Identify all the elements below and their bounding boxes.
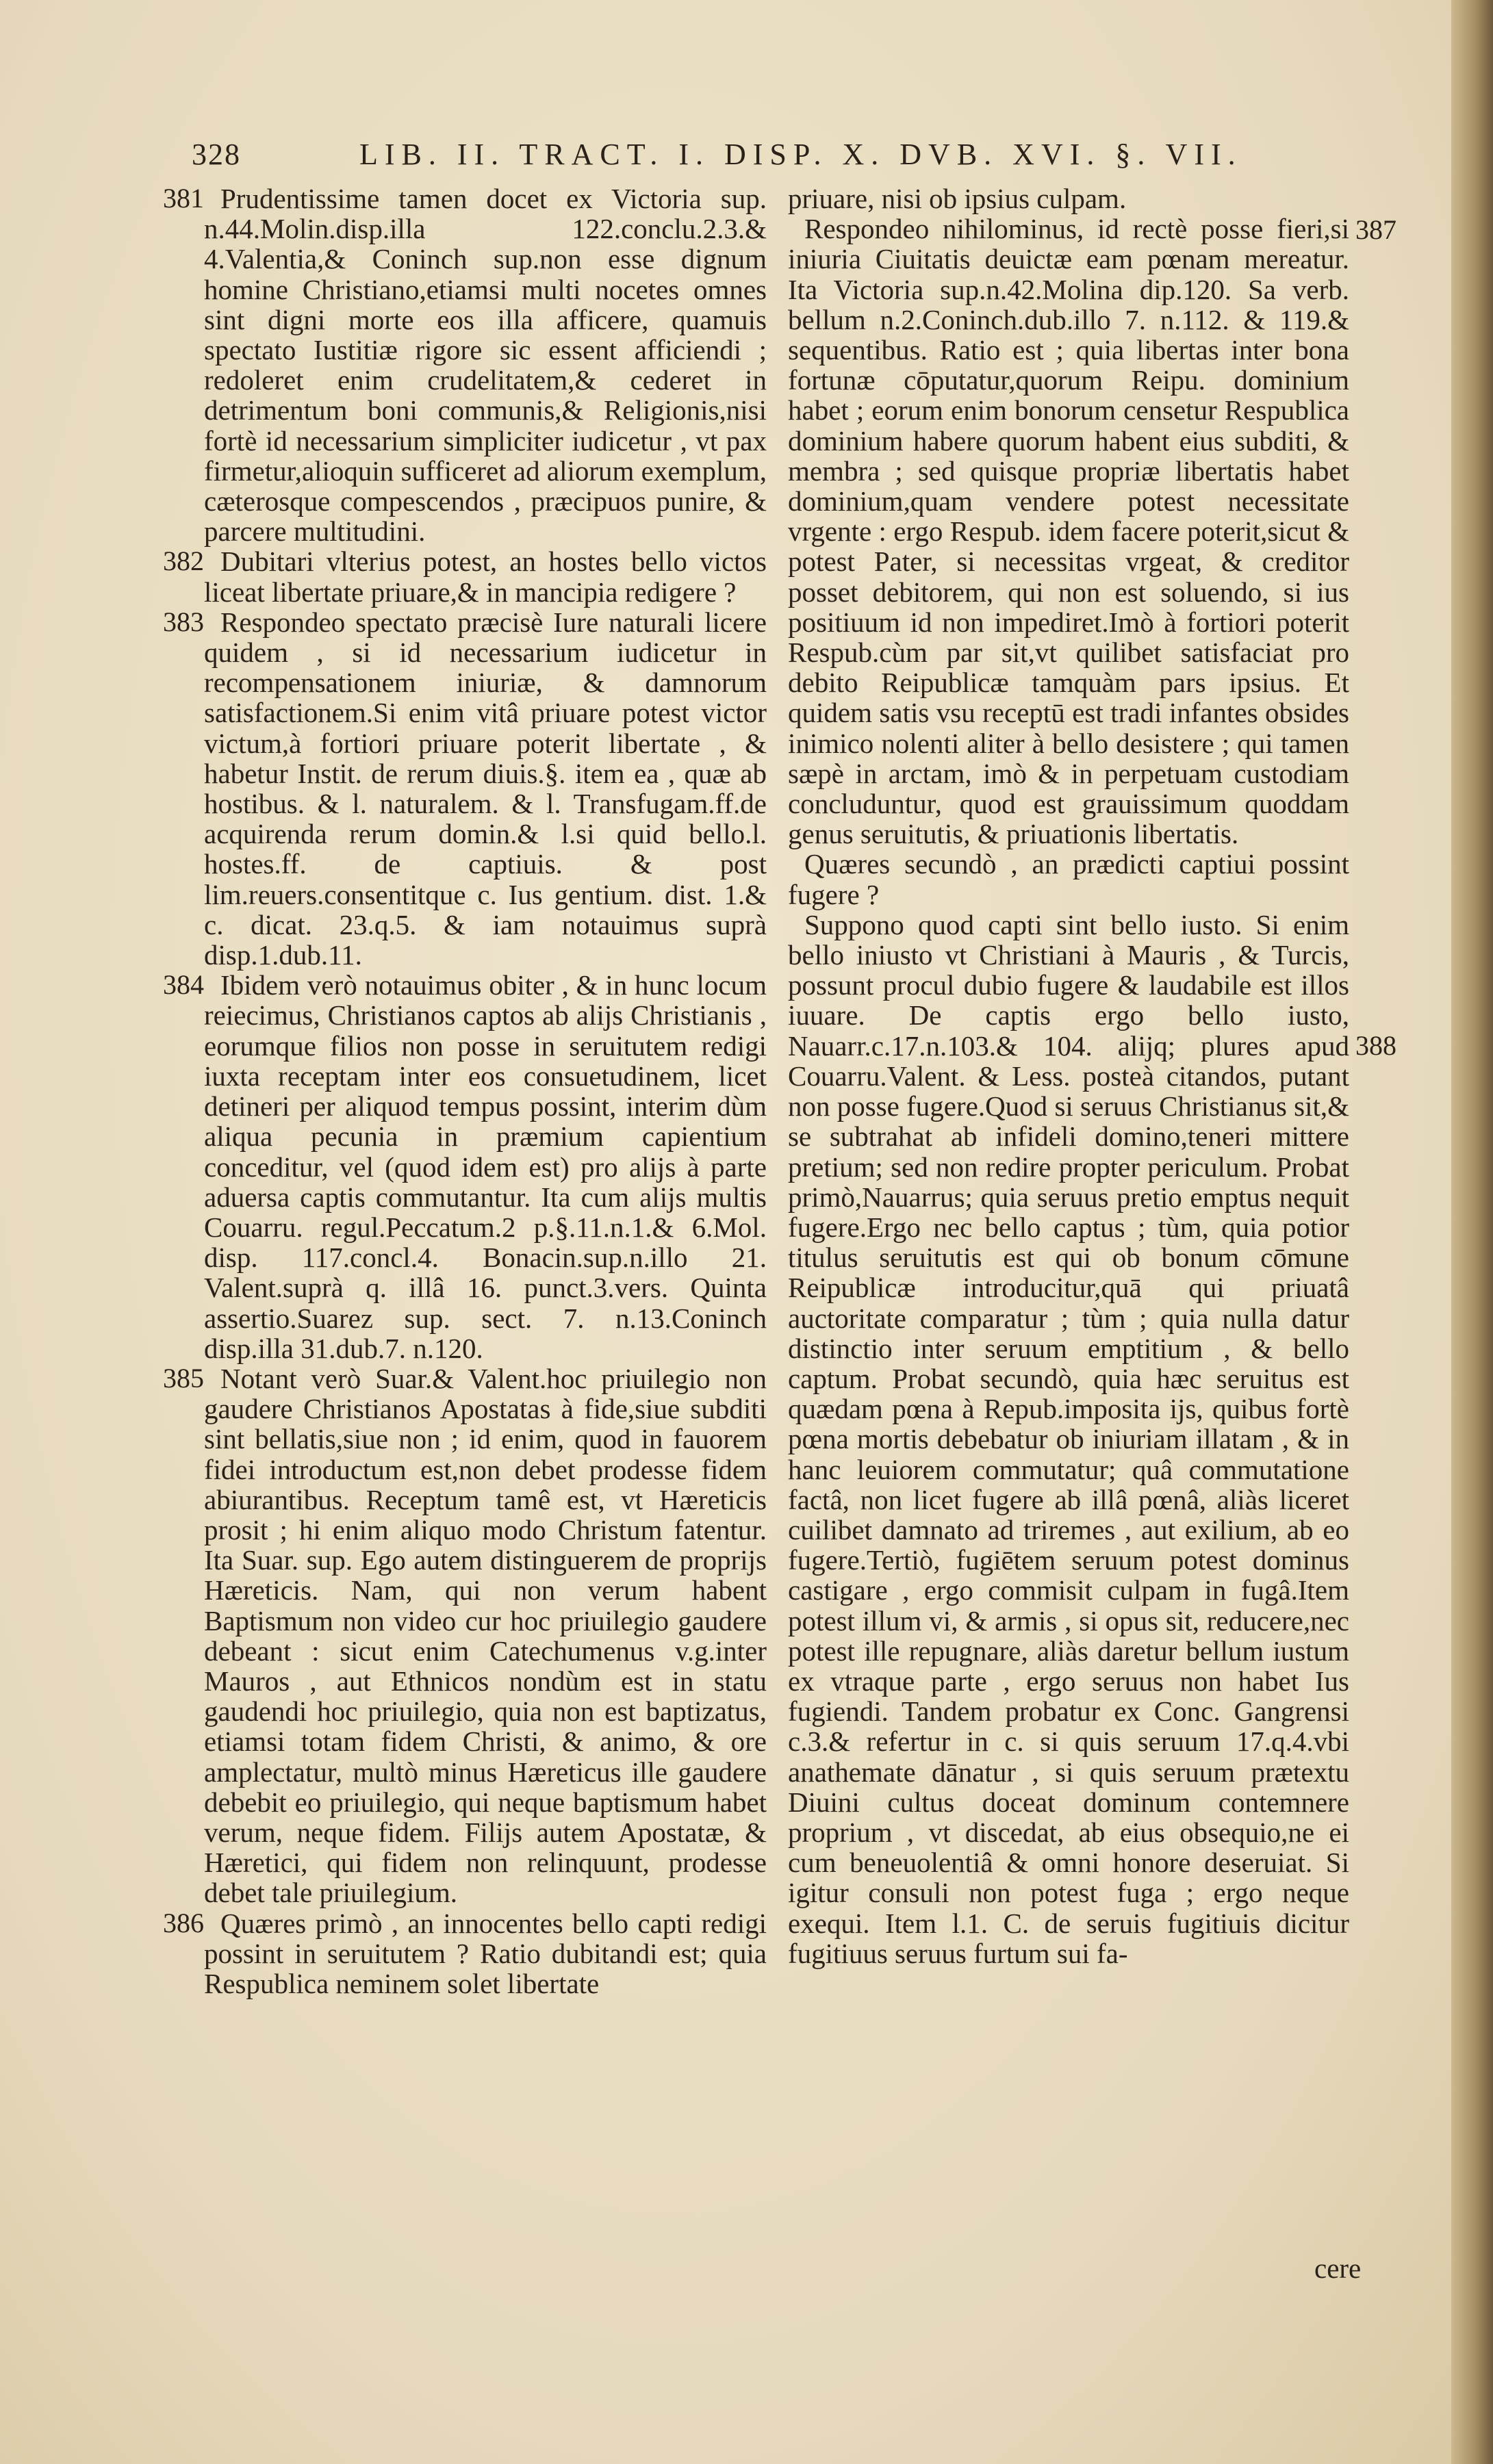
left-column: [163, 183, 767, 1999]
paragraph-continuation: [788, 183, 1349, 214]
paragraph-text: Prudentissime tamen docet ex Victoria sup. n.44.Molin.disp.illa 122.conclu.2.3.& 4.Valentia,& Coninch sup.non esse dignum homine Christiano,etiamsi multi nocetes omnes sint digni morte eos illa afficere, quamuis spectato Iustitiæ rigore sic essent afficiendi ; redoleret enim crudelitatem,& cederet in detrimentum boni communis,& Religionis,nisi fortè id necessarium simpliciter iudicetur , vt pax firmetur,alioquin sufficeret ad aliorum exemplum, cæterosque compescendos , præcipuos punire, & parcere multitudini.: [204, 183, 767, 548]
running-header: [192, 137, 1410, 178]
paragraph-number: 382: [163, 546, 204, 577]
paragraph-382: [163, 546, 767, 608]
page-number: 328: [192, 138, 241, 171]
paragraph-384: [163, 969, 767, 1364]
paragraph-number: 384: [163, 969, 204, 1001]
catchword: cere: [1314, 2253, 1362, 2284]
paragraph-text: Ibidem verò notauimus obiter , & in hunc locum reiecimus, Christianos captos ab alijs Christianis , eorumque filios non posse in seruitutem redigi iuxta receptam inter eos consuetudinem, licet detineri per aliquod tempus possint, interim dùm aliqua pecunia in præmium capientium conceditur, vel (quod idem est) pro alijs à parte aduersa captis commutantur. Ita cum alijs multis Couarru. regul.Peccatum.2 p.§.11.n.1.& 6.Mol. disp. 117.concl.4. Bonacin.sup.n.illo 21. Valent.suprà q. illâ 16. punct.3.vers. Quinta assertio.Suarez sup. sect. 7. n.13.Coninch disp.illa 31.dub.7. n.120.: [204, 969, 767, 1364]
paragraph-388: [788, 910, 1349, 1968]
paragraph-text: priuare, nisi ob ipsius culpam.: [788, 183, 1127, 214]
paragraph-text: Quæres secundò , an prædicti captiui possint fugere ?: [788, 848, 1349, 910]
paragraph-text: Suppono quod capti sint bello iusto. Si enim bello iniusto vt Christiani à Mauris , & Turcis, possunt procul dubio fugere & laudabile est illos iuuare. De captis ergo bello iusto, Nauarr.c.17.n.103.& 104. alijq; plures apud Couarru.Valent. & Less. posteà citandos, putant non posse fugere.Quod si seruus Christianus sit,& se subtrahat ab infideli domino,teneri mittere pretium; sed non redire propter periculum. Probat primò,Nauarrus; quia seruus pretio emptus nequit fugere.Ergo nec bello captus ; tùm, quia potior titulus seruitutis est qui ob bonum cōmune Reipublicæ introducitur,quā qui priuatâ auctoritate comparatur ; tùm ; quia nulla datur distinctio inter seruum emptitium , & bello captum. Probat secundò, quia hæc seruitus est quædam pœna à Repub.imposita ijs, quibus fortè pœna mortis debebatur ob iniuriam illatam , & in hanc leuiorem commutatur; quâ commutatione factâ, non licet fugere ab illâ pœnâ, aliàs liceret cuilibet damnato ad triremes , aut exilium, ab eo fugere.Tertiò, fugiētem seruum potest dominus castigare , ergo commisit culpam in fugâ.Item potest illum vi, & armis , si opus sit, reducere,nec potest ille repugnare, aliàs daretur bellum iustum ex vtraque parte , ergo seruus non habet Ius fugiendi. Tandem probatur ex Conc. Gangrensi c.3.& refertur in c. si quis seruum 17.q.4.vbi anathemate dānatur , si quis seruum prætextu Diuini cultus doceat dominum contemnere proprium , vt discedat, ab eius obsequio,ne ei cum beneuolentiâ & omni honore deseruiat. Si igitur consuli non potest fuga ; ergo neque exequi. Item l.1. C. de seruis fugitiuis dicitur fugitiuus seruus furtum sui fa-: [788, 908, 1349, 1969]
paragraph-quaeres-secundo: [788, 849, 1349, 909]
margin-number-388: 388: [1355, 1030, 1396, 1061]
paragraph-text: Notant verò Suar.& Valent.hoc priuilegio non gaudere Christianos Apostatas à fide,siue subditi sint bellatis,siue non ; id enim, quod in fauorem fidei introductum est,non debet prodesse fidem abiurantibus. Receptum tamê est, vt Hæreticis prosit ; hi enim aliquo modo Christum fatentur. Ita Suar. sup. Ego autem distinguerem de proprijs Hæreticis. Nam, qui non verum habent Baptismum non video cur hoc priuilegio gaudere debeant : sicut enim Catechumenus v.g.inter Mauros , aut Ethnicos nondùm est in statu gaudendi hoc priuilegio, quia non est baptizatus, etiamsi totam fidem Christi, & animo, & ore amplectatur, multò minus Hæreticus ille gaudere debebit eo priuilegio, qui neque baptismum habet verum, neque fidem. Filijs autem Apostatæ, & Hæretici, qui fidem non relinquunt, prodesse debet tale priuilegium.: [204, 1362, 767, 1909]
margin-number-387: 387: [1355, 214, 1396, 245]
running-title: LIB. II. TRACT. I. DISP. X. DVB. XVI. §. VII.: [359, 138, 1242, 171]
paragraph-381: [163, 183, 767, 548]
paragraph-text: Respondeo nihilominus, id rectè posse fieri,si iniuria Ciuitatis deuictæ eam pœnam mereatur. Ita Victoria sup.n.42.Molina dip.120. Sa verb. bellum n.2.Coninch.dub.illo 7. n.112. & 119.& sequentibus. Ratio est ; quia libertas inter bona fortunæ cōputatur,quorum Reipu. dominium habet ; eorum enim bonorum censetur Respublica dominium habere quorum habent eius subditi, & membra ; sed quisque propriæ libertatis habet dominium,quam vendere potest necessitate vrgente : ergo Respub. idem facere poterit,sicut & potest Pater, si necessitas vrgeat, & creditor posset debitorem, qui non est soluendo, si ius positiuum id non impediret.Imò à fortiori poterit Respub.cùm par sit,vt quilibet satisfaciat pro debito Reipublicæ tamquàm pars ipsius. Et quidem satis vsu receptū est tradi infantes obsides inimico nolenti aliter à bello desistere ; qui tamen sæpè in arctam, imò & in perpetuam custodiam concluduntur, quod est grauissimum quoddam genus seruitutis, & priuationis libertatis.: [788, 213, 1349, 850]
paragraph-number: 386: [163, 1907, 204, 1938]
paragraph-text: Respondeo spectato præcisè Iure naturali licere quidem , si id necessarium iudicetur in recompensationem iniuriæ, & damnorum satisfactionem.Si enim vitâ priuare potest victor victum,à fortiori priuare poterit libertate , & habetur Instit. de rerum diuis.§. item ea , quæ ab hostibus. & l. naturalem. & l. Transfugam.ff.de acquirenda rerum domin.& l.si quid bello.l. hostes.ff. de captiuis. & post lim.reuers.consentitque c. Ius gentium. dist. 1.& c. dicat. 23.q.5. & iam notauimus suprà disp.1.dub.11.: [204, 606, 767, 971]
paragraph-number: 381: [163, 183, 204, 214]
right-column: [788, 183, 1349, 1968]
paragraph-number: 385: [163, 1362, 204, 1394]
paragraph-387: [788, 214, 1349, 849]
paragraph-text: Dubitari vlterius potest, an hostes bello victos liceat libertate priuare,& in mancipia redigere ?: [204, 546, 767, 608]
paragraph-385: [163, 1362, 767, 1909]
paragraph-386: [163, 1907, 767, 1999]
paragraph-text: Quæres primò , an innocentes bello capti redigi possint in seruitutem ? Ratio dubitandi est; quia Respublica neminem solet libertate: [204, 1907, 767, 1999]
paragraph-number: 383: [163, 606, 204, 637]
binding-gutter: [1451, 0, 1493, 2464]
paragraph-383: [163, 606, 767, 971]
